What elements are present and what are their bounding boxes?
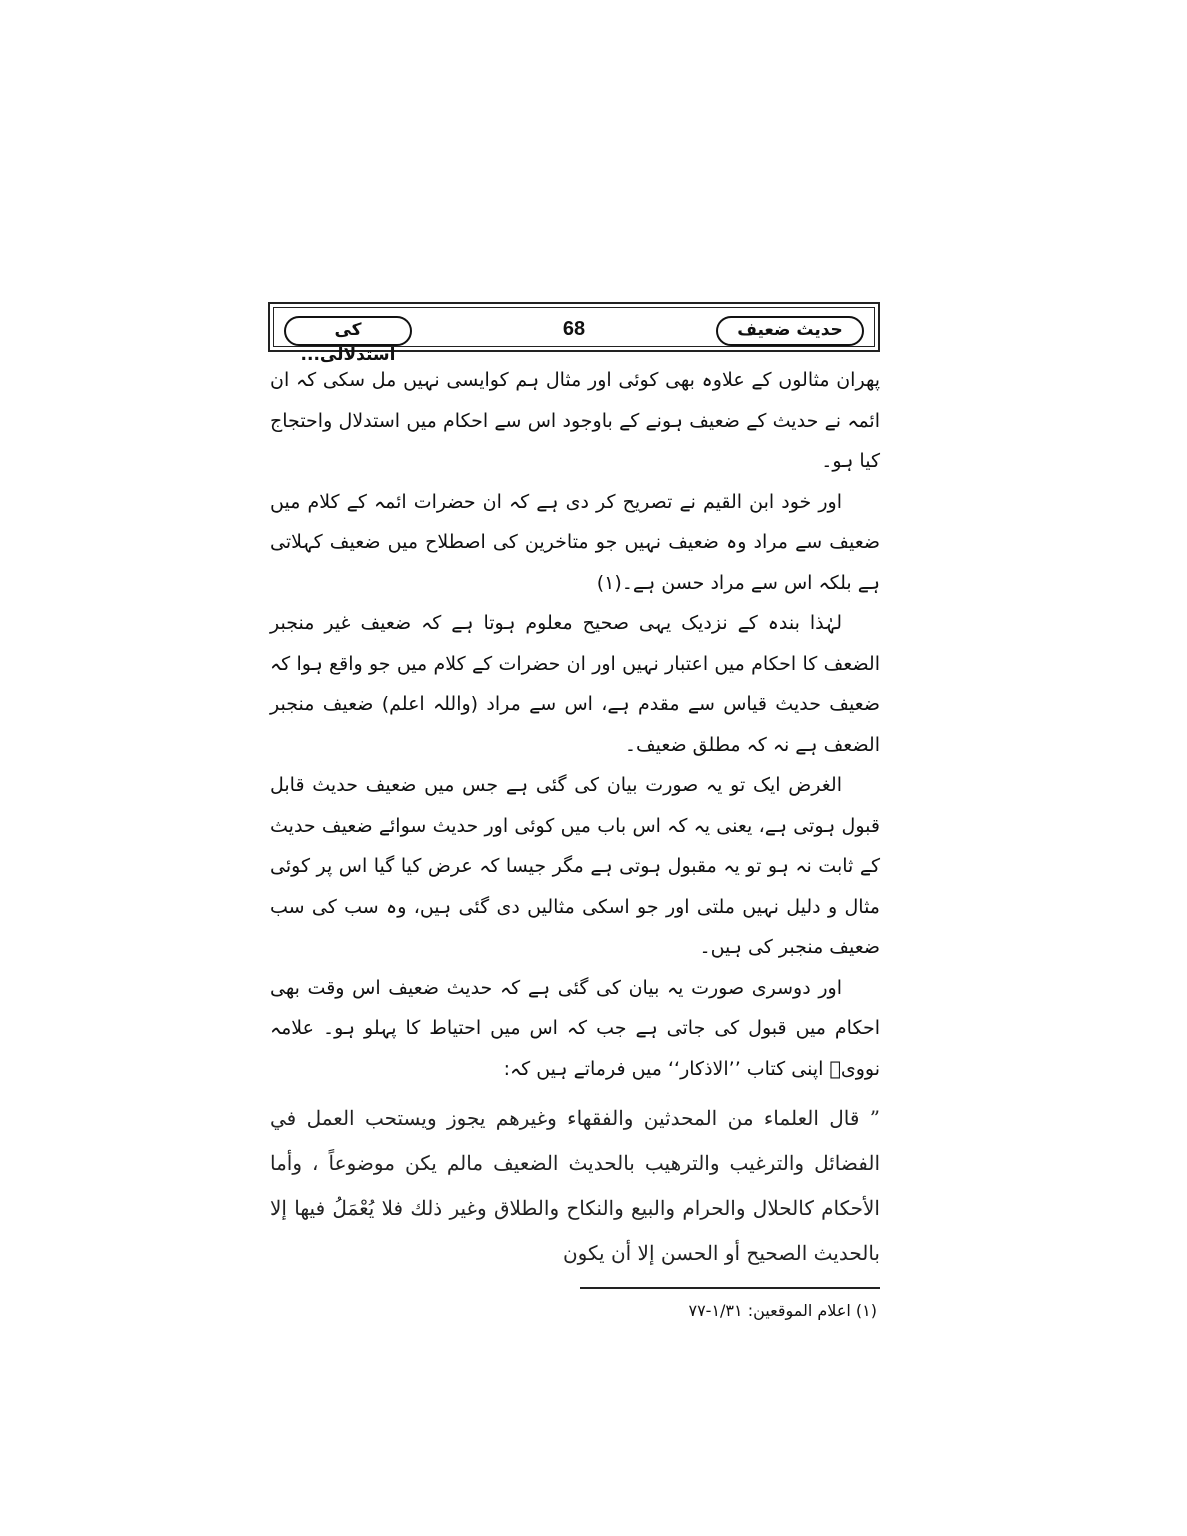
arabic-quotation <box>270 1096 880 1276</box>
page-header <box>268 302 880 365</box>
body-text <box>270 360 880 1089</box>
paragraph-5: اور دوسری صورت یہ بیان کی گئی ہے کہ حدیث ضعیف اس وقت بھی احکام میں قبول کی جاتی ہے جب کہ اس میں احتیاط کا پہلو ہو۔ علامہ نوویؒ اپنی کتاب ’’الاذکار‘‘ میں فرماتے ہیں کہ: <box>270 976 880 1080</box>
footnote: (۱) اعلام الموقعین: ۱/۳۱-۷۷ <box>688 1301 877 1320</box>
book-title-badge: حدیث ضعیف <box>716 316 864 346</box>
paragraph-4: الغرض ایک تو یہ صورت بیان کی گئی ہے جس میں ضعیف حدیث قابل قبول ہوتی ہے، یعنی یہ کہ اس باب میں کوئی اور حدیث سوائے ضعیف حدیث کے ثابت نہ ہو تو یہ مقبول ہوتی ہے مگر جیسا کہ عرض کیا گیا اس پر کوئی مثال و دلیل نہیں ملتی اور جو اسکی مثالیں دی گئی ہیں، وہ سب کی سب ضعیف منجبر کی ہیں۔ <box>270 774 880 958</box>
book-subtitle-badge: کی استدلالی... <box>284 316 412 346</box>
footnote-divider <box>580 1287 880 1289</box>
page-number: 68 <box>562 318 586 340</box>
header-inner-frame <box>273 307 875 365</box>
paragraph-3: لہٰذا بندہ کے نزدیک یہی صحیح معلوم ہوتا ہے کہ ضعیف غیر منجبر الضعف کا احکام میں اعتبار نہیں اور ان حضرات کے کلام میں جو واقع ہوا کہ ضعیف حدیث قیاس سے مقدم ہے، اس سے مراد (واللہ اعلم) ضعیف منجبر الضعف ہے نہ کہ مطلق ضعیف۔ <box>270 612 880 756</box>
paragraph-2: اور خود ابن القیم نے تصریح کر دی ہے کہ ان حضرات ائمہ کے کلام میں ضعیف سے مراد وہ ضعیف نہیں جو متاخرین کی اصطلاح میں ضعیف کہلاتی ہے بلکہ اس سے مراد حسن ہے۔(۱) <box>270 490 880 594</box>
quotation-text: ” قال العلماء من المحدثين والفقهاء وغيرهم يجوز ويستحب العمل في الفضائل والترغيب والترهيب بالحديث الضعيف مالم يكن موضوعاً ، وأما الأحكام كالحلال والحرام والبيع والنكاح والطلاق وغير ذلك فلا يُعْمَلُ فيها إلا بالحديث الصحيح أو الحسن إلا أن يكون <box>270 1106 880 1265</box>
paragraph-1: پھران مثالوں کے علاوہ بھی کوئی اور مثال ہم کوایسی نہیں مل سکی کہ ان ائمہ نے حدیث کے ضعیف ہونے کے باوجود اس سے احکام میں استدلال واحتجاج کیا ہو۔ <box>270 369 880 472</box>
